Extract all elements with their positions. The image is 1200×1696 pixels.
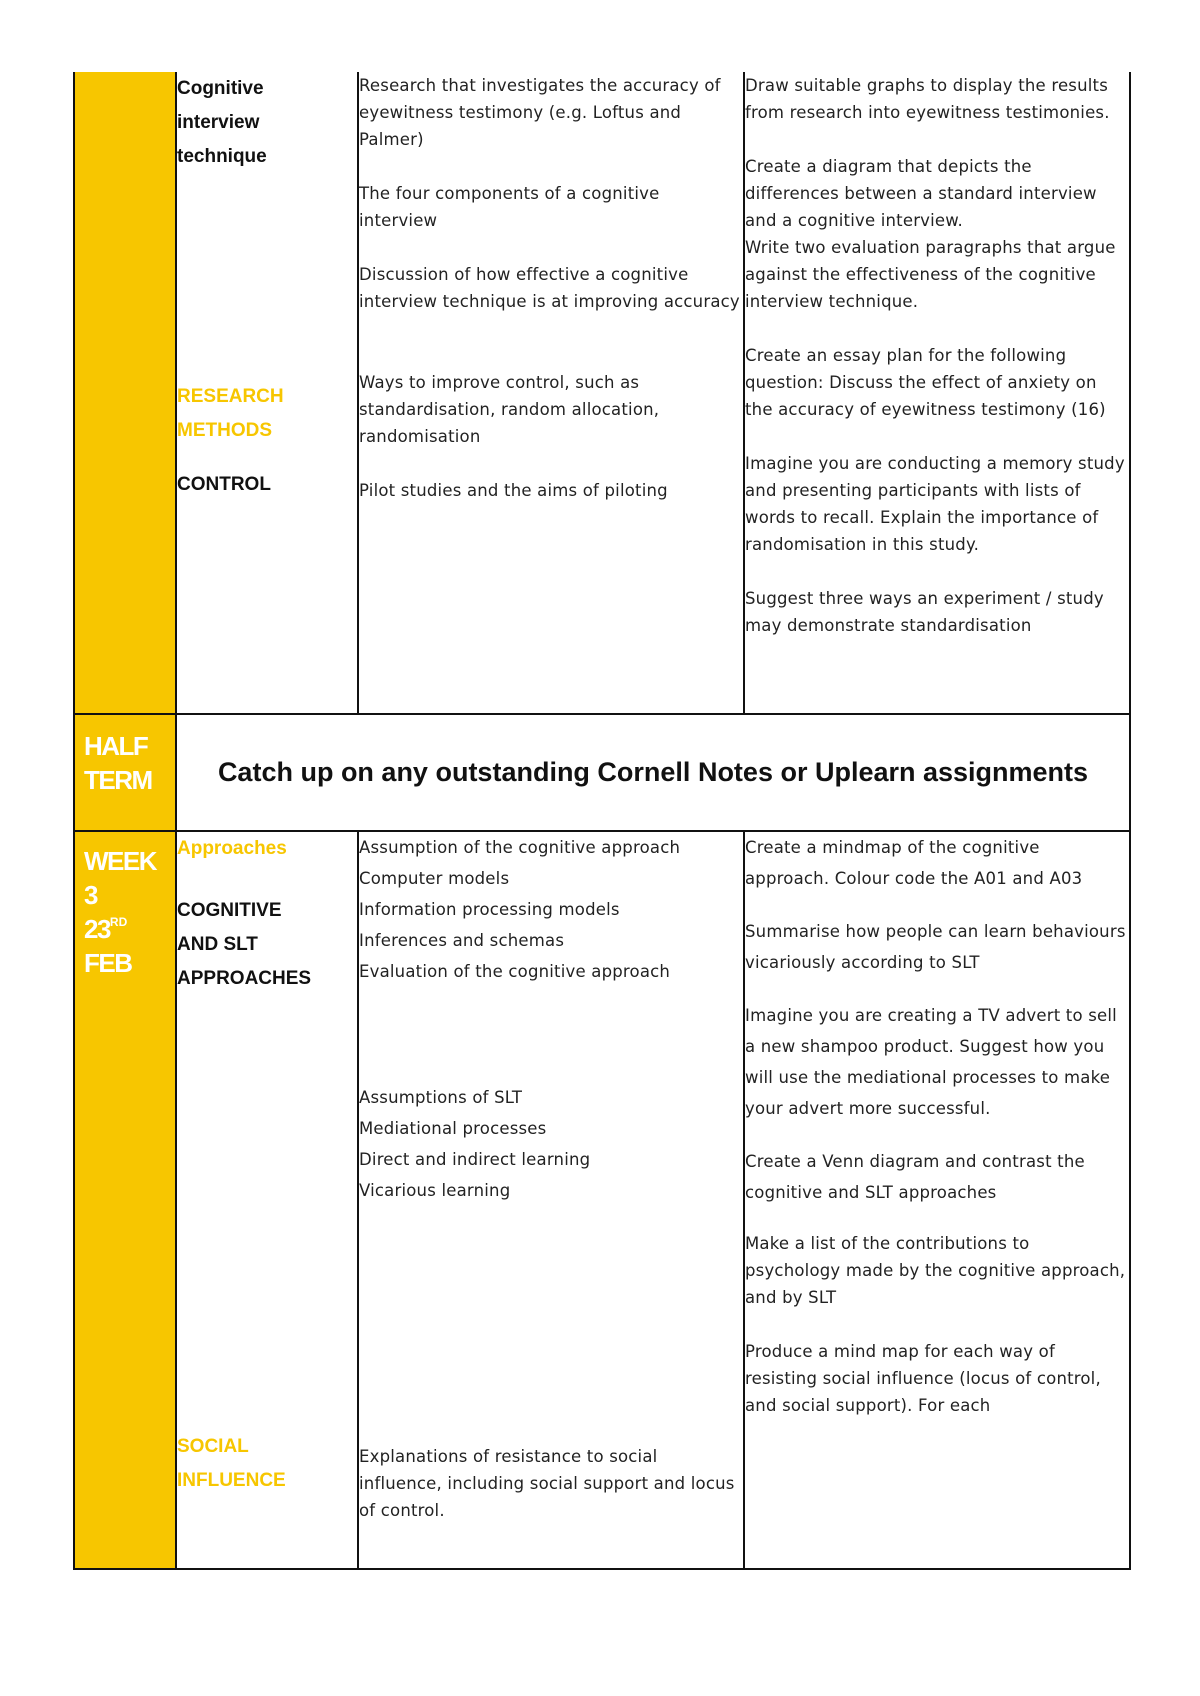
table-row	[74, 72, 1130, 714]
task-paragraph: Produce a mind map for each way of resisting social influence (locus of control, and social support). For each	[745, 1342, 1101, 1415]
list-item: Direct and indirect learning	[359, 1150, 591, 1169]
content-paragraph: Explanations of resistance to social influence, including social support and locus of control.	[359, 1447, 735, 1520]
task-paragraph: Create an essay plan for the following question: Discuss the effect of anxiety on the accuracy of eyewitness testimony (16)	[745, 346, 1106, 419]
content-paragraph: Discussion of how effective a cognitive interview technique is at improving accuracy	[359, 265, 740, 311]
week-cell-week-3	[74, 831, 176, 1569]
week-cell-half-term	[74, 714, 176, 831]
week-3-label: WEEK 3 23RD FEB	[84, 846, 156, 978]
topic-cell	[176, 831, 358, 1569]
list-item: Information processing models	[359, 900, 620, 919]
section-heading-research-methods: RESEARCH METHODS	[177, 386, 284, 441]
task-paragraph: Create a Venn diagram and contrast the cognitive and SLT approaches	[745, 1152, 1085, 1202]
content-cell	[358, 72, 744, 714]
scheme-of-work-table	[73, 72, 1131, 1570]
content-paragraph: Pilot studies and the aims of piloting	[359, 481, 668, 500]
list-item: Evaluation of the cognitive approach	[359, 962, 671, 981]
task-paragraph: Imagine you are conducting a memory study and presenting participants with lists of words to recall. Explain the importance of randomisation in this study.	[745, 454, 1125, 554]
topic-title: Cognitive interview technique	[177, 78, 267, 167]
task-cell	[744, 72, 1130, 714]
table-row-week-3	[74, 831, 1130, 1569]
task-paragraph: Create a diagram that depicts the differences between a standard interview and a cognitive interview.	[745, 157, 1097, 230]
subtopic-control: CONTROL	[177, 474, 271, 495]
content-paragraph: Research that investigates the accuracy of eyewitness testimony (e.g. Loftus and Palmer)	[359, 76, 721, 149]
date-suffix: RD	[109, 915, 128, 929]
list-item: Computer models	[359, 869, 510, 888]
content-paragraph: Ways to improve control, such as standardisation, random allocation, randomisation	[359, 373, 660, 446]
task-paragraph: Suggest three ways an experiment / study may demonstrate standardisation	[745, 589, 1104, 635]
subtopic-cognitive-slt: COGNITIVE AND SLT APPROACHES	[177, 900, 312, 989]
task-paragraph: Make a list of the contributions to psychology made by the cognitive approach, and by SLT	[745, 1234, 1126, 1307]
list-item: Assumptions of SLT	[359, 1088, 523, 1107]
task-paragraph: Imagine you are creating a TV advert to sell a new shampoo product. Suggest how you will use the mediational processes to make your advert more successful.	[745, 1006, 1117, 1118]
half-term-message: Catch up on any outstanding Cornell Notes or Uplearn assignments	[176, 714, 1130, 831]
topic-cell	[176, 72, 358, 714]
content-cell	[358, 831, 744, 1569]
list-item: Mediational processes	[359, 1119, 547, 1138]
task-paragraph: Draw suitable graphs to display the results from research into eyewitness testimonies.	[745, 76, 1110, 122]
list-item: Assumption of the cognitive approach	[359, 838, 681, 857]
section-heading-social-influence: SOCIAL INFLUENCE	[177, 1436, 286, 1491]
task-paragraph: Write two evaluation paragraphs that argue against the effectiveness of the cognitive interview technique.	[745, 238, 1116, 311]
task-paragraph: Create a mindmap of the cognitive approach. Colour code the A01 and A03	[745, 838, 1083, 888]
content-paragraph: The four components of a cognitive interview	[359, 184, 660, 230]
task-paragraph: Summarise how people can learn behaviours vicariously according to SLT	[745, 922, 1126, 972]
half-term-label: HALF TERM	[84, 731, 152, 795]
task-cell	[744, 831, 1130, 1569]
list-item: Vicarious learning	[359, 1181, 511, 1200]
list-item: Inferences and schemas	[359, 931, 565, 950]
table-row-half-term	[74, 714, 1130, 831]
week-cell-empty	[74, 72, 176, 714]
section-heading-approaches: Approaches	[177, 838, 287, 859]
